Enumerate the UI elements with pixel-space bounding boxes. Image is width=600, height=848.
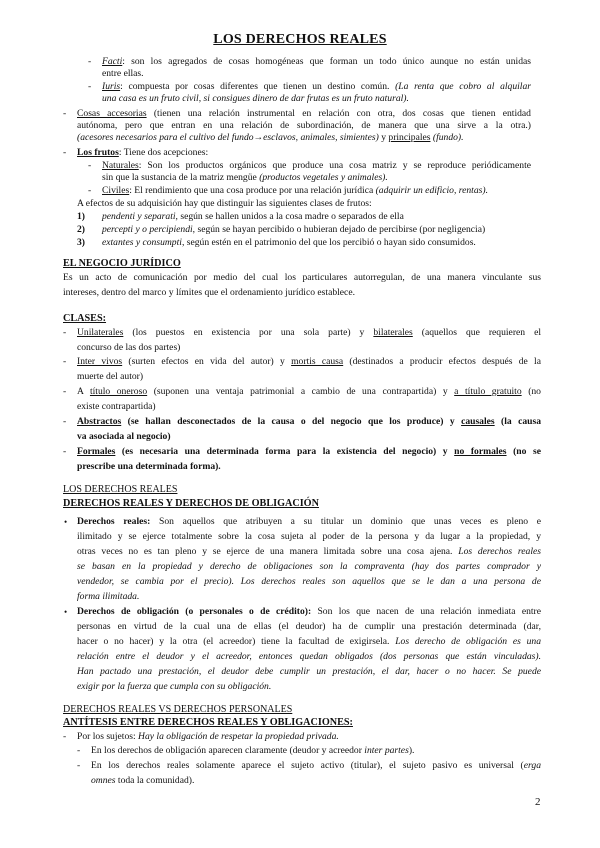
list-number: 3) (77, 237, 85, 248)
reales-line-5: vendedor, se cambia por el precio). Los derechos reales son aquellos que se le dan a una persona de (77, 576, 541, 587)
naturales-cont: sin que la sustancia de la matriz mengüe (productos vegetales y animales). (102, 172, 388, 183)
page-number: 2 (535, 796, 541, 808)
facti-line: Facti: son los agregados de cosas homogéneas que forman un todo único aunque no están unidas (102, 56, 531, 67)
fruto-class-2: percepti y o percipiendi, según se hayan percibido o hubieran dejado de percibirse (por negligencia) (102, 224, 486, 235)
sujetos-reales: En los derechos reales solamente aparece el sujeto activo (titular), el sujeto pasivo es universal (erga (91, 760, 541, 771)
clase-2: Inter vivos (surten efectos en vida del autor) y mortis causa (destinados a producir efectos después de la (77, 356, 541, 367)
dash-bullet: - (63, 446, 67, 457)
sujetos-line: Por los sujetos: Hay la obligación de respetar la propiedad privada. (77, 731, 339, 742)
bullet-dot: • (64, 517, 68, 527)
dash-bullet: - (63, 147, 67, 158)
reales-line-3: otras veces no es tan pleno y se ejerce de una manera limitada sobre una cosa ajena. Los derechos reales (77, 546, 542, 557)
list-number: 1) (77, 211, 85, 222)
dash-bullet: - (63, 356, 67, 367)
reales-line-1: Derechos reales: Son aquellos que atribuyen a su titular un dominio que unas veces es pleno e (77, 516, 541, 527)
clase-3-cont: existe contrapartida) (77, 401, 156, 412)
obligacion-line-2: personas en virtud de la cual una de ellas (el deudor) ha de cumplir una prestación determinada (dar, (77, 621, 541, 632)
reales-line-4: se basan en la propiedad y derecho de obligaciones son la compraventa (hay dos partes comprador y (77, 561, 541, 572)
sujetos-obligacion: En los derechos de obligación aparecen claramente (deudor y acreedor inter partes). (91, 745, 415, 756)
accesorias-line: Cosas accesorias (tienen una relación instrumental en relación con otra, dos cosas que tienen entidad (77, 108, 531, 119)
vs-heading: DERECHOS REALES VS DERECHOS PERSONALES (63, 704, 293, 715)
clases-heading: CLASES: (63, 313, 107, 324)
iuris-line: Iuris: compuesta por cosas diferentes que tienen un destino común. (La renta que cobro al alquilar (102, 81, 531, 92)
obligacion-line-3: hacer o no hacer) y la otra (el acreedor) tiene la facultad de exigirsela. Los derecho de obligación es una (77, 636, 542, 647)
obligacion-line-1: Derechos de obligación (o personales o de crédito): Son los que nacen de una relación inmediata entre (77, 606, 541, 617)
bullet-dot: • (64, 607, 68, 617)
obligacion-line-4: relación entre el deudor y el acreedor, entonces quedan obligados (dos personas que están vinculadas). (77, 651, 541, 662)
efectos-line: A efectos de su adquisición hay que distinguir las siguientes clases de frutos: (77, 198, 372, 209)
facti-cont: entre ellas. (102, 68, 144, 79)
dash-bullet: - (77, 760, 81, 771)
clase-4-cont: va asociada al negocio) (77, 431, 171, 442)
clase-3: A título oneroso (suponen una ventaja patrimonial a cambio de una contrapartida) y a título gratuito (no (77, 386, 541, 397)
fruto-class-1: pendenti y separati, según se hallen unidos a la cosa madre o separados de ella (102, 211, 404, 222)
dash-bullet: - (63, 731, 67, 742)
clase-1: Unilaterales (los puestos en existencia por una sola parte) y bilaterales (aquellos que requieren el (77, 327, 542, 338)
sujetos-reales-cont: omnes toda la comunidad). (91, 775, 195, 786)
clase-1-cont: concurso de las dos partes) (77, 342, 181, 353)
negocio-paragraph-1: Es un acto de comunicación por medio del cual los particulares autorregulan, de una manera vinculante sus (63, 272, 541, 283)
negocio-heading: EL NEGOCIO JURÍDICO (63, 258, 181, 269)
frutos-line: Los frutos: Tiene dos acepciones: (77, 147, 209, 158)
obligacion-line-6: exigir por la fuerza que cumpla con su obligación. (77, 681, 272, 692)
civiles-line: Civiles: El rendimiento que una cosa produce por una relación jurídica (adquirir un edificio, rentas). (102, 185, 488, 196)
iuris-cont: una casa es un fruto civil, si consigues dinero de dar frutas es un fruto natural). (102, 93, 409, 104)
clase-4: Abstractos (se hallan desconectados de la causa o del negocio que los produce) y causales (la causa (77, 416, 542, 427)
fruto-class-3: extantes y consumpti, según estén en el patrimonio del que los percibió o hayan sido consumidos. (102, 237, 476, 248)
naturales-line: Naturales: Son los productos orgánicos que produce una cosa matriz y se reproduce periódicamente (102, 160, 531, 171)
page-title: LOS DERECHOS REALES (213, 32, 387, 47)
obligacion-line-5: Han pactado una prestación, el deudor debe cumplir un prestación, el dar, hacer o no hacer. Se puede (77, 666, 541, 677)
dash-bullet: - (77, 745, 81, 756)
clase-2-cont: muerte del autor) (77, 371, 144, 382)
derechos-reales-heading: LOS DERECHOS REALES (63, 484, 178, 495)
dash-bullet: - (88, 56, 92, 67)
negocio-paragraph-2: intereses, dentro del marco y límites que el ordenamiento jurídico establece. (63, 287, 355, 298)
dash-bullet: - (88, 81, 92, 92)
clase-5-cont: prescribe una determinada forma). (77, 461, 221, 472)
dash-bullet: - (88, 160, 92, 171)
reales-obligacion-heading: DERECHOS REALES Y DERECHOS DE OBLIGACIÓN (63, 498, 319, 509)
dash-bullet: - (63, 386, 67, 397)
accesorias-cont2: (acesores necesarios para el cultivo del fundo→esclavos, animales, simientes) y principales (fundo). (77, 132, 464, 143)
antitesis-heading: ANTÍTESIS ENTRE DERECHOS REALES Y OBLIGACIONES: (63, 717, 353, 728)
reales-line-6: forma ilimitada. (77, 591, 140, 602)
dash-bullet: - (63, 108, 67, 119)
dash-bullet: - (63, 416, 67, 427)
dash-bullet: - (88, 185, 92, 196)
clase-5: Formales (es necesaria una determinada forma para la existencia del negocio) y no formales (no se (77, 446, 541, 457)
list-number: 2) (77, 224, 85, 235)
reales-line-2: ilimitado y se ejerce totalmente sobre la cosa sujeta al poder de la persona y da lugar a la propiedad, y (77, 531, 541, 542)
dash-bullet: - (63, 327, 67, 338)
accesorias-cont: autónoma, pero que entran en una relación de subordinación, de manera que una sirve a la otra.) (77, 120, 531, 131)
